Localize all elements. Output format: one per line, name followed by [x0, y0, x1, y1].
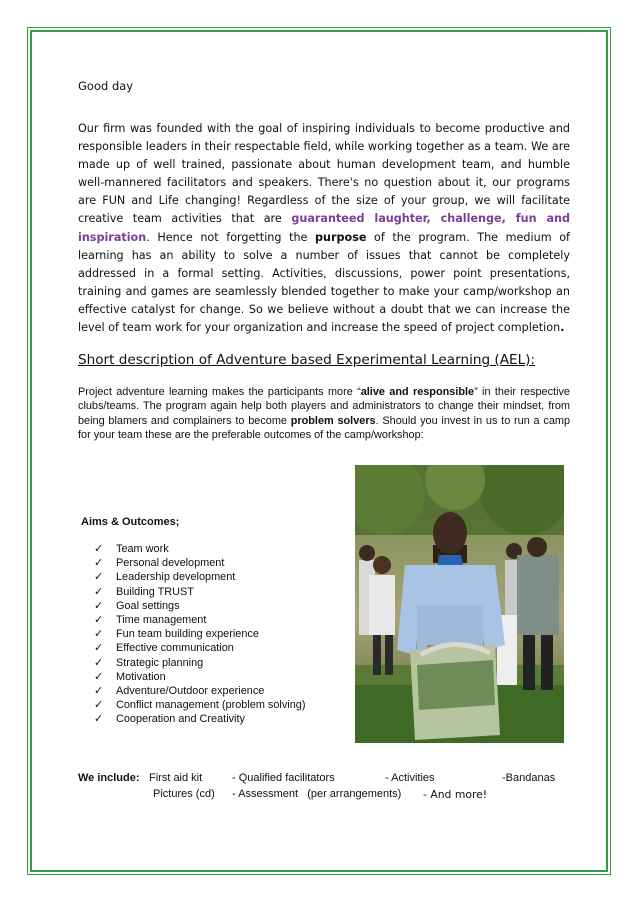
aims-list-item: [94, 712, 305, 726]
aims-list-item: [94, 613, 305, 627]
intro-text-1: Our firm was founded with the goal of inspiring individuals to become productive and responsible leaders in their respectable field, while working together as a team. We are made up of well trained, passionate about human development team, and humble well-mannered facilitators and speakers. There's no question about it, our programs are FUN and Life changing! Regardless of the size of your group, we will facilitate creative team activities that are: [78, 122, 570, 226]
description-paragraph: [78, 385, 570, 443]
include-qualified-facilitators: - Qualified facilitators: [232, 772, 335, 784]
desc-alive: alive and responsible: [360, 386, 475, 398]
aims-list-item: [94, 698, 305, 712]
checkmark-icon: ✓: [94, 713, 104, 726]
aims-item-label: Building TRUST: [116, 585, 194, 598]
aims-item-label: Goal settings: [116, 599, 180, 612]
intro-paragraph: [78, 120, 570, 337]
aims-item-label: Adventure/Outdoor experience: [116, 684, 265, 697]
aims-list-item: [94, 570, 305, 584]
checkmark-icon: ✓: [94, 656, 104, 669]
checkmark-icon: ✓: [94, 613, 104, 626]
greeting: Good day: [78, 79, 134, 93]
desc-problem-solvers: problem solvers: [290, 414, 376, 427]
desc-text-2: ” in their respective clubs/teams. The program again help both players and administrators to change their mindset, from being blamers and complainers to become: [78, 386, 570, 427]
aims-title: Aims & Outcomes;: [81, 516, 180, 528]
intro-end: .: [560, 321, 565, 335]
desc-text-1: Project adventure learning makes the participants more “: [78, 386, 361, 398]
include-activities: - Activities: [385, 772, 435, 784]
desc-text-3: . Should you invest in us to run a camp for your team these are the preferable outcomes of the camp/workshop:: [78, 414, 571, 442]
aims-list: [94, 542, 305, 726]
aims-item-label: Effective communication: [116, 642, 234, 655]
sack-race-illustration: [355, 465, 564, 743]
checkmark-icon: ✓: [94, 670, 104, 683]
aims-list-item: [94, 670, 305, 684]
section-title: Short description of Adventure based Experimental Learning (AEL):: [78, 352, 536, 368]
include-assessment: - Assessment (per arrangements): [232, 788, 402, 800]
checkmark-icon: ✓: [94, 684, 104, 697]
include-bandanas: -Bandanas: [502, 772, 556, 784]
sack-race-photo: [355, 465, 564, 743]
aims-list-item: [94, 656, 305, 670]
aims-item-label: Strategic planning: [116, 656, 204, 669]
aims-item-label: Leadership development: [116, 571, 236, 584]
checkmark-icon: ✓: [94, 599, 104, 612]
checkmark-icon: ✓: [94, 699, 104, 712]
include-pictures: Pictures (cd): [153, 788, 215, 800]
checkmark-icon: ✓: [94, 628, 104, 641]
aims-list-item: [94, 627, 305, 641]
aims-item-label: Time management: [116, 613, 207, 626]
checkmark-icon: ✓: [94, 571, 104, 584]
aims-list-item: [94, 556, 305, 570]
intro-purpose: purpose: [315, 230, 367, 244]
include-and-more: - And more!: [423, 788, 488, 801]
aims-list-item: [94, 599, 305, 613]
aims-item-label: Fun team building experience: [116, 628, 259, 641]
include-first-aid-kit: First aid kit: [149, 772, 203, 784]
checkmark-icon: ✓: [94, 642, 104, 655]
aims-item-label: Conflict management (problem solving): [116, 699, 306, 712]
aims-list-item: [94, 641, 305, 655]
aims-item-label: Motivation: [116, 670, 166, 683]
aims-list-item: [94, 684, 305, 698]
intro-text-3: of the program. The medium of learning has an ability to solve a number of issues that cannot be completely addressed in a formal setting. Activities, discussions, power point presentations, training and games are seamlessly blended together to make your camp/workshop an effective catalyst for change. So we believe without a doubt that we can increase the level of team work for your organization and increase the speed of project completion: [78, 230, 570, 335]
include-label: We include:: [78, 772, 140, 784]
aims-item-label: Personal development: [116, 557, 225, 570]
checkmark-icon: ✓: [94, 585, 104, 598]
checkmark-icon: ✓: [94, 543, 104, 555]
intro-text-2: . Hence not forgetting the: [146, 230, 316, 244]
aims-item-label: Cooperation and Creativity: [116, 713, 245, 726]
aims-list-item: [94, 542, 305, 556]
checkmark-icon: ✓: [94, 557, 104, 570]
aims-item-label: Team work: [116, 543, 169, 555]
aims-list-item: [94, 585, 305, 599]
intro-highlight: guaranteed laughter, challenge, fun and inspiration: [78, 212, 571, 244]
